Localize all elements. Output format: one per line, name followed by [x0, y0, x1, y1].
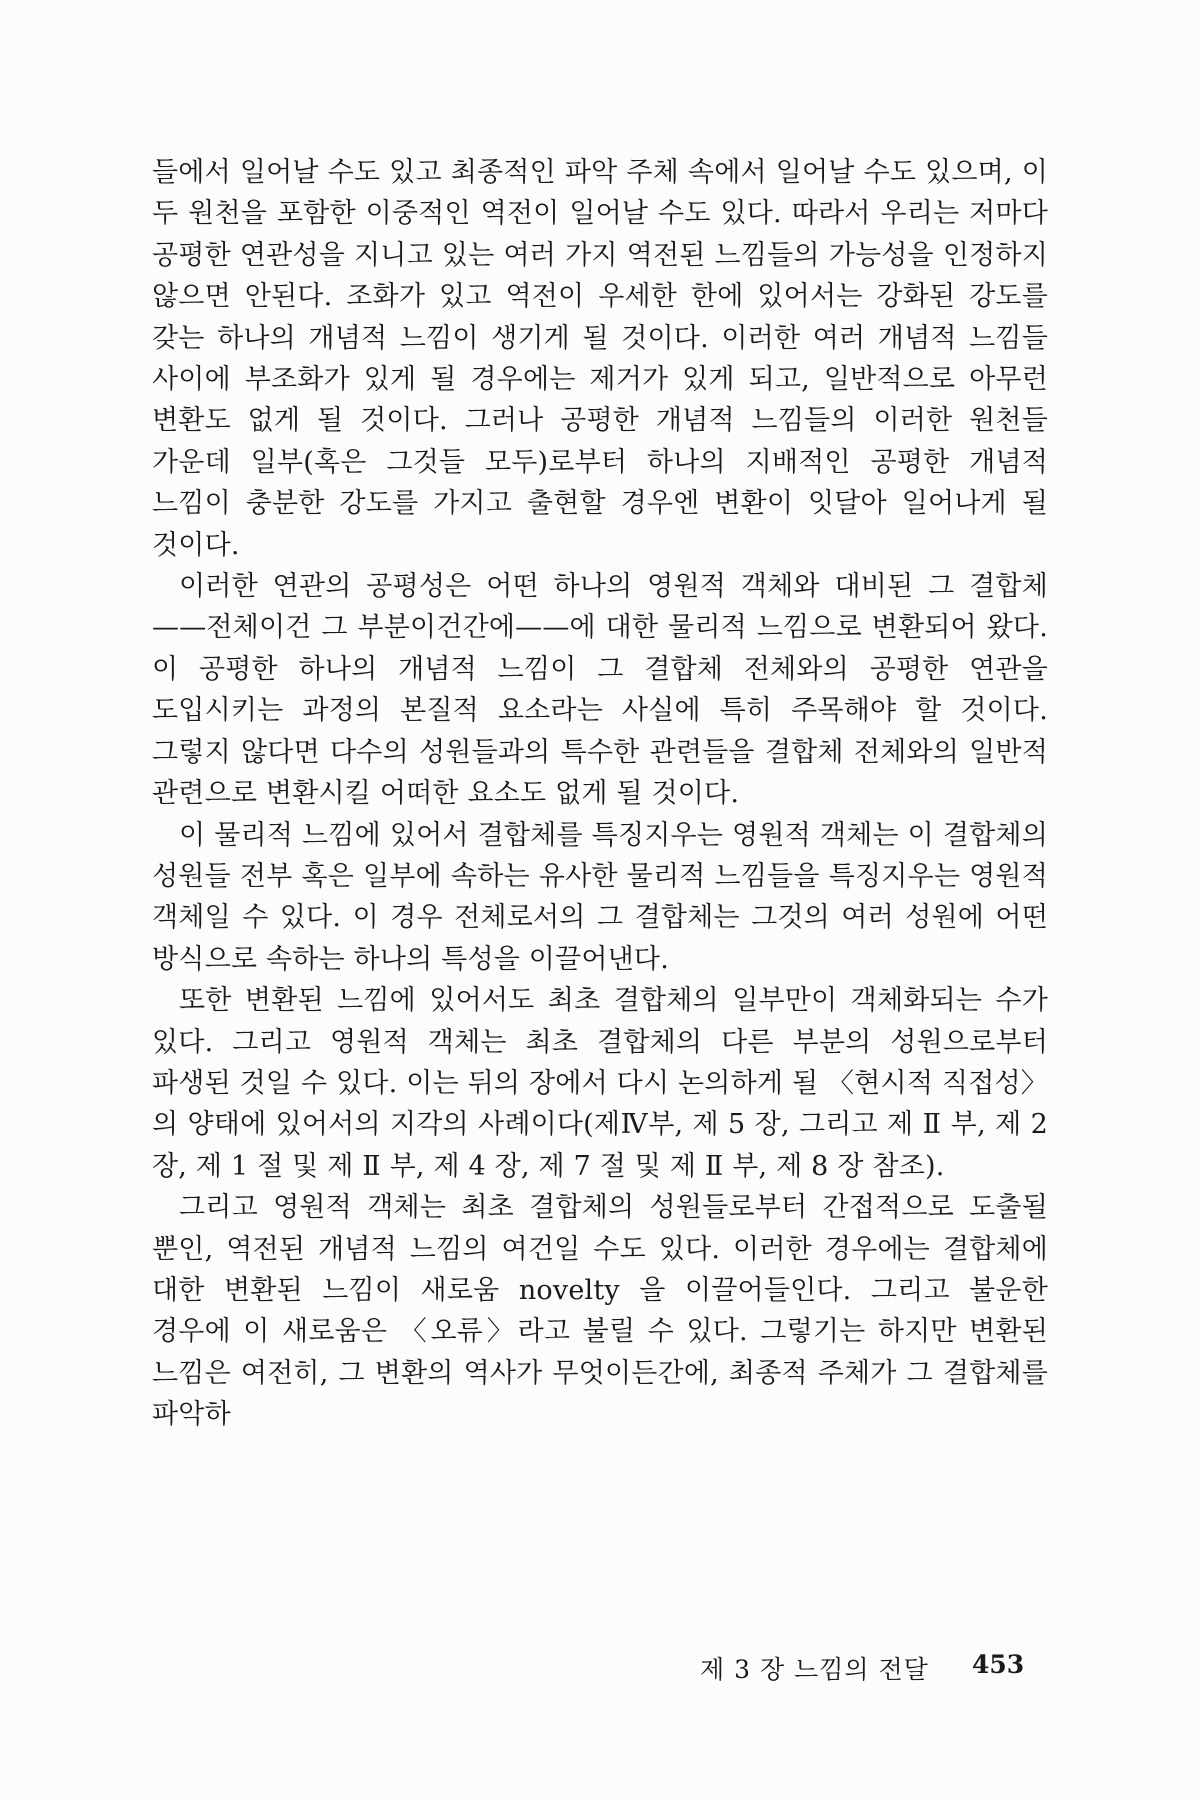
body-text: [152, 152, 1048, 1436]
paragraph-1: 들에서 일어날 수도 있고 최종적인 파악 주체 속에서 일어날 수도 있으며, 이 두 원천을 포함한 이중적인 역전이 일어날 수도 있다. 따라서 우리는 저마다 공평한 연관성을 지니고 있는 여러 가지 역전된 느낌들의 가능성을 인정하지 않으면 안된다. 조화가 있고 역전이 우세한 한에 있어서는 강화된 강도를 갖는 하나의 개념적 느낌이 생기게 될 것이다. 이러한 여러 개념적 느낌들 사이에 부조화가 있게 될 경우에는 제거가 있게 되고, 일반적으로 아무런 변환도 없게 될 것이다. 그러나 공평한 개념적 느낌들의 이러한 원천들 가운데 일부(혹은 그것들 모두)로부터 하나의 지배적인 공평한 개념적 느낌이 충분한 강도를 가지고 출현할 경우엔 변환이 잇달아 일어나게 될 것이다.: [152, 157, 1048, 561]
paragraph-5: 그리고 영원적 객체는 최초 결합체의 성원들로부터 간접적으로 도출될 뿐인, 역전된 개념적 느낌의 여건일 수도 있다. 이러한 경우에는 결합체에 대한 변환된 느낌이 새로움 novelty 을 이끌어들인다. 그리고 불운한 경우에 이 새로움은 〈오류〉라고 불릴 수 있다. 그렇기는 하지만 변환된 느낌은 여전히, 그 변환의 역사가 무엇이든간에, 최종적 주체가 그 결합체를 파악하: [152, 1192, 1048, 1431]
page-footer: [0, 1650, 1200, 1690]
running-footer-chapter: 제 3 장 느낌의 전달: [700, 1655, 929, 1684]
paragraph-2: 이러한 연관의 공평성은 어떤 하나의 영원적 객체와 대비된 그 결합체——전체이건 그 부분이건간에——에 대한 물리적 느낌으로 변환되어 왔다. 이 공평한 하나의 개념적 느낌이 그 결합체 전체와의 공평한 연관을 도입시키는 과정의 본질적 요소라는 사실에 특히 주목해야 할 것이다. 그렇지 않다면 다수의 성원들과의 특수한 관련들을 결합체 전체와의 일반적 관련으로 변환시킬 어떠한 요소도 없게 될 것이다.: [152, 571, 1048, 810]
page-number: 453: [972, 1650, 1025, 1679]
paragraph-4: 또한 변환된 느낌에 있어서도 최초 결합체의 일부만이 객체화되는 수가 있다. 그리고 영원적 객체는 최초 결합체의 다른 부분의 성원으로부터 파생된 것일 수 있다. 이는 뒤의 장에서 다시 논의하게 될 〈현시적 직접성〉의 양태에 있어서의 지각의 사례이다(제Ⅳ부, 제 5 장, 그리고 제 Ⅱ 부, 제 2 장, 제 1 절 및 제 Ⅱ 부, 제 4 장, 제 7 절 및 제 Ⅱ 부, 제 8 장 참조).: [152, 985, 1048, 1182]
paragraph-3: 이 물리적 느낌에 있어서 결합체를 특징지우는 영원적 객체는 이 결합체의 성원들 전부 혹은 일부에 속하는 유사한 물리적 느낌들을 특징지우는 영원적 객체일 수 있다. 이 경우 전체로서의 그 결합체는 그것의 여러 성원에 어떤 방식으로 속하는 하나의 특성을 이끌어낸다.: [152, 819, 1048, 975]
